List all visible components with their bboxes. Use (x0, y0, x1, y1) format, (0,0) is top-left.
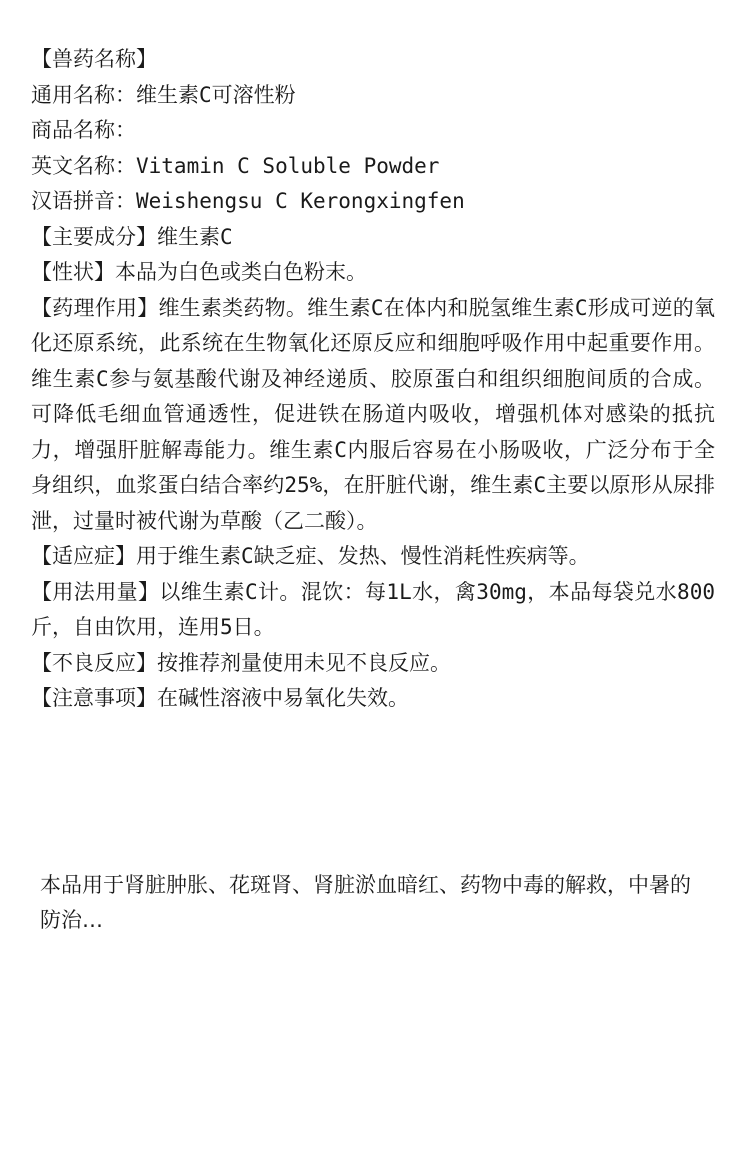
trade-name: 商品名称： (31, 118, 136, 142)
generic-name: 通用名称：维生素C可溶性粉 (31, 82, 296, 107)
indications: 【适应症】用于维生素C缺乏症、发热、慢性消耗性疾病等。 (31, 544, 590, 568)
properties: 【性状】本品为白色或类白色粉末。 (31, 260, 367, 284)
adverse-reactions: 【不良反应】按推荐剂量使用未见不良反应。 (31, 650, 451, 675)
pharmacology: 【药理作用】维生素类药物。维生素C在体内和脱氢维生素C形成可逆的氧化还原系统，此系统在生物氧化还原反应和细胞呼吸作用中起重要作用。维生素C参与氨基酸代谢及神经递质、胶原蛋白和组织细胞间质的合成。可降低毛细血管通透性，促进铁在肠道内吸收，增强机体对感染的抵抗力，增强肝脏解毒能力。维生素C内服后容易在小肠吸收，广泛分布于全身组织，血浆蛋白结合率约25%，在肝脏代谢，维生素C主要以原形从尿排泄，过量时被代谢为草酸（乙二酸）。 (31, 295, 715, 533)
pinyin-name: 汉语拼音：Weishengsu C Kerongxingfen (31, 189, 465, 213)
precautions: 【注意事项】在碱性溶液中易氧化失效。 (31, 686, 409, 710)
dosage: 【用法用量】以维生素C计。混饮：每1L水，禽30mg，本品每袋兑水800斤，自由饮用，连用5日。 (31, 579, 715, 639)
main-ingredients: 【主要成分】维生素C (31, 224, 233, 249)
english-name: 英文名称：Vitamin C Soluble Powder (31, 153, 440, 178)
usage-note: 本品用于肾脏肿胀、花斑肾、肾脏淤血暗红、药物中毒的解救，中暑的防治… (40, 873, 691, 932)
section-title-drug-name: 【兽药名称】 (31, 47, 157, 71)
drug-label-document (31, 42, 715, 717)
